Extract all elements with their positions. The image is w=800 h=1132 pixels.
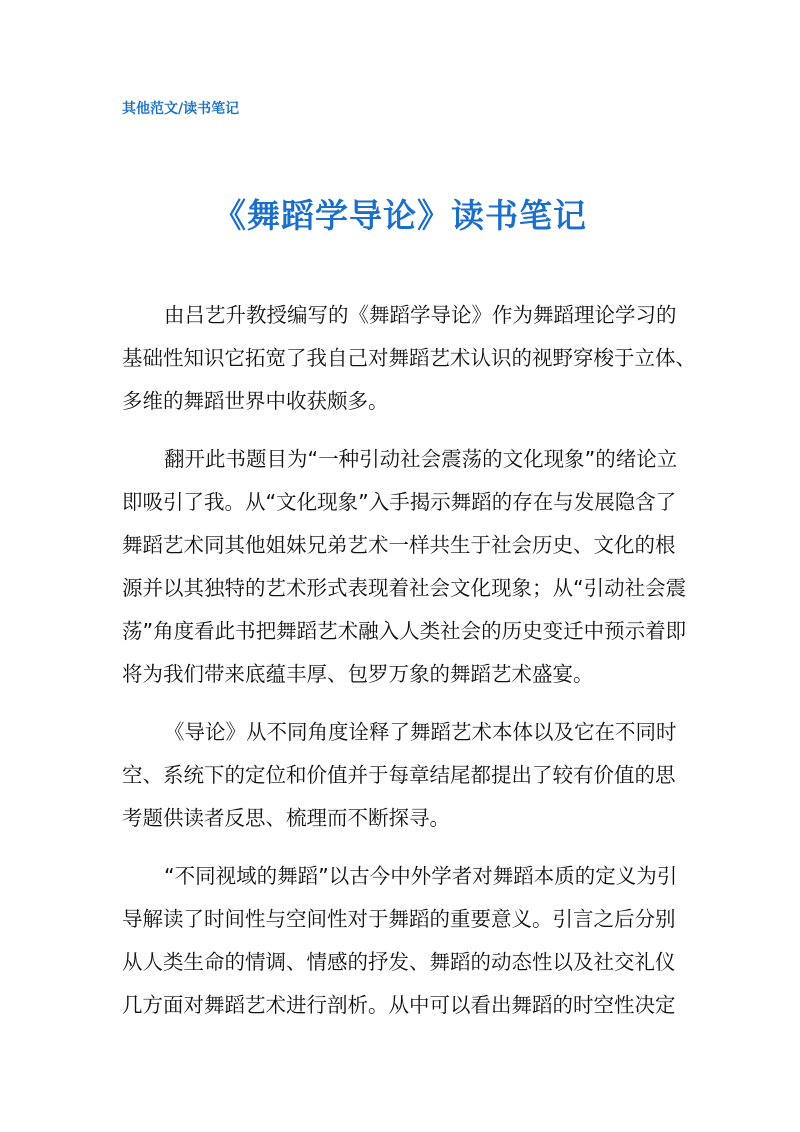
paragraph-line: 从人类生命的情调、情感的抒发、舞蹈的动态性以及社交礼仪 bbox=[122, 950, 676, 974]
paragraph bbox=[122, 294, 702, 423]
paragraph-line: 几方面对舞蹈艺术进行剖析。从中可以看出舞蹈的时空性决定 bbox=[122, 993, 676, 1017]
breadcrumb: 其他范文/读书笔记 bbox=[122, 101, 240, 117]
paragraph-line: 基础性知识它拓宽了我自己对舞蹈艺术认识的视野穿梭于立体、 bbox=[122, 346, 696, 370]
document-body bbox=[122, 294, 702, 1042]
paragraph-line: 由吕艺升教授编写的《舞蹈学导论》作为舞蹈理论学习的 bbox=[164, 303, 677, 327]
paragraph-line: 荡”角度看此书把舞蹈艺术融入人类社会的历史变迁中预示着即 bbox=[122, 619, 687, 643]
paragraph-line: 多维的舞蹈世界中收获颇多。 bbox=[122, 389, 389, 413]
page-title: 《舞蹈学导论》读书笔记 bbox=[213, 196, 587, 235]
paragraph-line: 《导论》从不同角度诠释了舞蹈艺术本体以及它在不同时 bbox=[164, 720, 677, 744]
paragraph-line: 将为我们带来底蕴丰厚、包罗万象的舞蹈艺术盛宴。 bbox=[122, 662, 594, 686]
paragraph-line: 空、系统下的定位和价值并于每章结尾都提出了较有价值的思 bbox=[122, 763, 676, 787]
paragraph-line: 考题供读者反思、梳理而不断探寻。 bbox=[122, 806, 450, 830]
paragraph-line: 源并以其独特的艺术形式表现着社会文化现象；从“引动社会震 bbox=[122, 576, 687, 600]
paragraph-line: 导解读了时间性与空间性对于舞蹈的重要意义。引言之后分别 bbox=[122, 907, 676, 931]
paragraph bbox=[122, 855, 702, 1027]
paragraph-line: 翻开此书题目为“一种引动社会震荡的文化现象”的绪论立 bbox=[164, 447, 678, 471]
paragraph bbox=[122, 438, 702, 696]
paragraph-line: “不同视域的舞蹈”以古今中外学者对舞蹈本质的定义为引 bbox=[164, 864, 678, 888]
paragraph-line: 即吸引了我。从“文化现象”入手揭示舞蹈的存在与发展隐含了 bbox=[122, 490, 677, 514]
paragraph-line: 舞蹈艺术同其他姐妹兄弟艺术一样共生于社会历史、文化的根 bbox=[122, 533, 676, 557]
paragraph bbox=[122, 711, 702, 840]
